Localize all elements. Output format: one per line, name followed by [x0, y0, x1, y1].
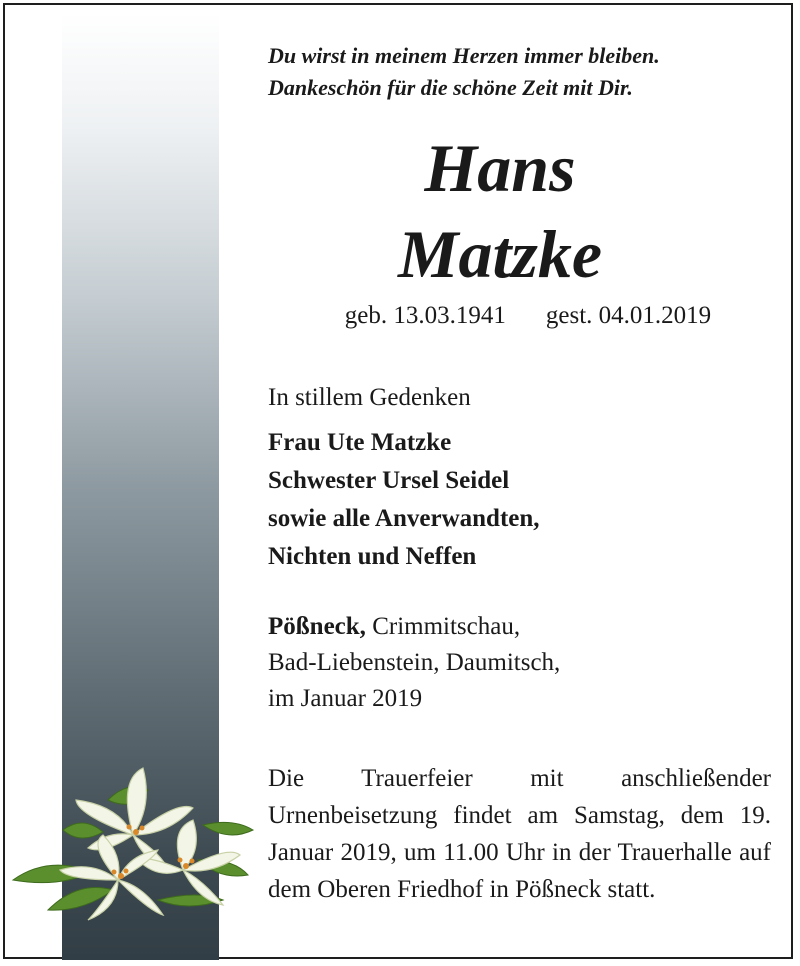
places-line-1-rest: Crimmitschau,	[365, 613, 521, 640]
places-line-3: im Januar 2019	[268, 685, 423, 712]
death-date: gest. 04.01.2019	[545, 302, 712, 329]
mourner-line: Schwester Ursel Seidel	[268, 467, 510, 494]
mourners-list	[268, 424, 540, 576]
motto	[268, 40, 788, 104]
motto-line-2: Dankeschön für die schöne Zeit mit Dir.	[268, 75, 633, 100]
main-place: Pößneck,	[268, 613, 366, 640]
mourner-line: sowie alle Anverwandten,	[268, 505, 540, 532]
life-dates	[268, 298, 788, 334]
motto-line-1: Du wirst in meinem Herzen immer bleiben.	[268, 43, 660, 68]
mourner-line: Nichten und Neffen	[268, 543, 477, 570]
lily-bouquet-image	[8, 760, 258, 930]
places-and-date	[268, 609, 560, 717]
deceased-last-name: Matzke	[398, 216, 602, 292]
funeral-notice: Die Trauerfeier mit anschließender Urnenbeisetzung findet am Samstag, dem 19. Januar 2019, um 11.00 Uhr in der Trauerhalle auf dem Oberen Friedhof in Pößneck statt.	[268, 765, 771, 903]
places-line-2: Bad-Liebenstein, Daumitsch,	[268, 649, 561, 676]
birth-date: geb. 13.03.1941	[344, 302, 506, 329]
memory-phrase: In stillem Gedenken	[268, 384, 471, 411]
places-line-1	[268, 609, 560, 645]
mourner-line: Frau Ute Matzke	[268, 429, 452, 456]
deceased-first-name: Hans	[424, 130, 576, 206]
